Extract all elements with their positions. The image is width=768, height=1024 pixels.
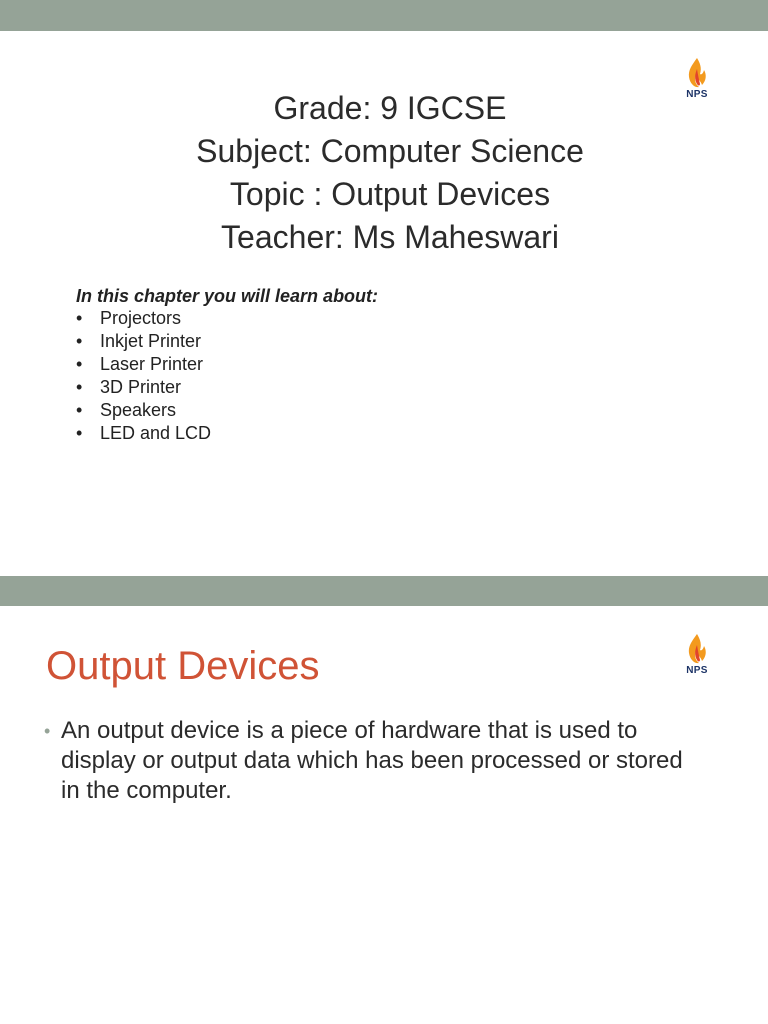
title-block [0, 87, 768, 259]
slide-heading: Output Devices [46, 644, 320, 688]
flame-icon [680, 57, 714, 89]
list-item [76, 353, 211, 376]
slide-top-band [0, 0, 768, 31]
topic-label: Speakers [100, 400, 177, 420]
topic-list [76, 307, 211, 445]
list-item [76, 330, 211, 353]
grade-line: Grade: 9 IGCSE [273, 90, 507, 126]
bullet-icon: • [44, 721, 51, 741]
bullet-icon: • [76, 400, 83, 420]
logo-text: NPS [686, 665, 708, 676]
bullet-text: An output device is a piece of hardware that is used to display or output data which has been processed or stored in the computer. [61, 717, 683, 804]
topic-line: Topic : Output Devices [229, 176, 551, 212]
nps-logo [680, 633, 714, 679]
list-item [76, 376, 211, 399]
logo-text: NPS [686, 89, 708, 100]
bullet-icon: • [76, 377, 83, 397]
content-slide [0, 606, 768, 1024]
intro-text: In this chapter you will learn about: [76, 286, 379, 306]
flame-icon [680, 633, 714, 665]
topic-label: Inkjet Printer [100, 331, 202, 351]
teacher-line: Teacher: Ms Maheswari [221, 219, 559, 255]
topic-label: LED and LCD [100, 423, 212, 443]
bullet-icon: • [76, 423, 83, 443]
topic-label: Projectors [100, 308, 182, 328]
subject-line: Subject: Computer Science [196, 133, 584, 169]
list-item [76, 307, 211, 330]
bullet-icon: • [76, 354, 83, 374]
slide-separator-band [0, 576, 768, 606]
bullet-icon: • [76, 308, 83, 328]
title-slide [0, 31, 768, 576]
list-item [76, 422, 211, 445]
bullet-icon: • [76, 331, 83, 351]
bullet-block [44, 716, 704, 806]
topic-label: Laser Printer [100, 354, 204, 374]
list-item [76, 399, 211, 422]
topic-label: 3D Printer [100, 377, 182, 397]
